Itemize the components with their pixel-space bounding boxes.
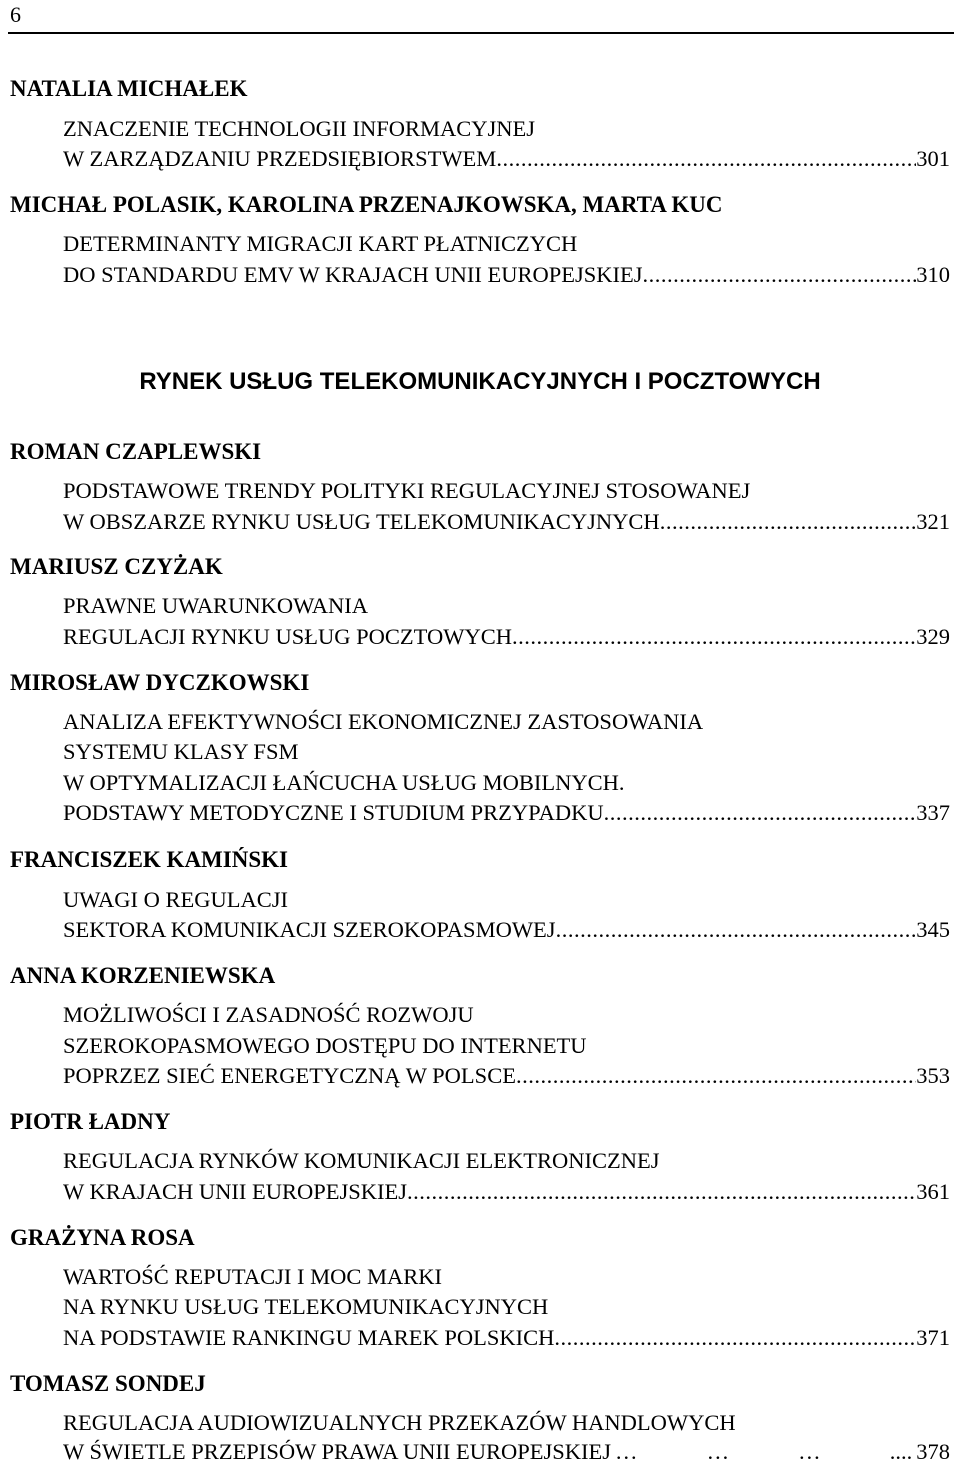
entry-page-number: 345 [916,917,950,942]
entry-page-number: 337 [916,800,950,825]
entry-title-line: W KRAJACH UNII EUROPEJSKIEJ [63,1179,407,1204]
entry-author: FRANCISZEK KAMIŃSKI [10,847,288,872]
leader-dots [643,260,917,290]
entry-page-number: 301 [916,146,950,171]
entry-title-last-line[interactable] [63,1177,950,1207]
leader-dots [516,1061,916,1091]
entry-page-number: 310 [916,262,950,287]
entry-page-number: 353 [916,1063,950,1088]
leader-dots [660,507,917,537]
leader-dots [554,1323,916,1353]
entry-author: ROMAN CZAPLEWSKI [10,439,262,464]
entry-title-line: REGULACJA AUDIOWIZUALNYCH PRZEKAZÓW HANDLOWYCH [63,1410,736,1435]
entry-page-number: 361 [916,1179,950,1204]
entry-title-last-line[interactable] [63,507,950,537]
entry-title-line: DO STANDARDU EMV W KRAJACH UNII EUROPEJSKIEJ [63,262,643,287]
entry-title-line: PODSTAWY METODYCZNE I STUDIUM PRZYPADKU [63,800,604,825]
entry-title-line: WARTOŚĆ REPUTACJI I MOC MARKI [63,1264,442,1289]
leader-dots [556,915,917,945]
entry-title-line: W OBSZARZE RYNKU USŁUG TELEKOMUNIKACYJNYCH [63,509,660,534]
entry-title-line: REGULACJI RYNKU USŁUG POCZTOWYCH [63,624,512,649]
entry-author: MARIUSZ CZYŻAK [10,554,223,579]
header-rule [8,32,954,34]
entry-title-last-line[interactable] [63,1061,950,1091]
page-number: 6 [10,2,21,27]
entry-author: MIROSŁAW DYCZKOWSKI [10,670,310,695]
entry-title-line: POPRZEZ SIEĆ ENERGETYCZNĄ W POLSCE [63,1063,516,1088]
entry-author: MICHAŁ POLASIK, KAROLINA PRZENAJKOWSKA, MARTA KUC [10,192,723,217]
entry-title-line: DETERMINANTY MIGRACJI KART PŁATNICZYCH [63,231,578,256]
entry-title-last-line[interactable] [63,622,950,652]
entry-title-line: NA RYNKU USŁUG TELEKOMUNIKACYJNYCH [63,1294,549,1319]
entry-title-line: PRAWNE UWARUNKOWANIA [63,593,369,618]
entry-title-last-line[interactable] [63,1323,950,1353]
entry-title-line: REGULACJA RYNKÓW KOMUNIKACJI ELEKTRONICZNEJ [63,1148,660,1173]
entry-title-line: NA PODSTAWIE RANKINGU MAREK POLSKICH [63,1325,555,1350]
entry-page-number: 329 [916,624,950,649]
entry-title-line: W ZARZĄDZANIU PRZEDSIĘBIORSTWEM [63,146,497,171]
entry-title-last-line[interactable] [63,915,950,945]
entry-author: TOMASZ SONDEJ [10,1371,206,1396]
leader-dots [512,622,916,652]
leader-dots [407,1177,916,1207]
entry-title-last-line[interactable] [63,260,950,290]
entry-page-number: 321 [916,509,950,534]
entry-page-number: 371 [916,1325,950,1350]
entry-title-line: MOŻLIWOŚCI I ZASADNOŚĆ ROZWOJU [63,1002,474,1027]
entry-title-line: W ŚWIETLE PRZEPISÓW PRAWA UNII EUROPEJSKIEJ [63,1439,611,1464]
leader-dots [604,798,917,828]
entry-author: NATALIA MICHAŁEK [10,76,248,101]
entry-title-line: SYSTEMU KLASY FSM [63,739,299,764]
entry-author: PIOTR ŁADNY [10,1109,171,1134]
part-title: RYNEK USŁUG TELEKOMUNIKACYJNYCH I POCZTOWYCH [139,368,821,395]
entry-author: GRAŻYNA ROSA [10,1225,195,1250]
entry-title-last-line[interactable] [63,1437,950,1467]
entry-title-line: ANALIZA EFEKTYWNOŚCI EKONOMICZNEJ ZASTOSOWANIA [63,709,704,734]
entry-title-last-line[interactable] [63,798,950,828]
entry-title-line: UWAGI O REGULACJI [63,887,288,912]
entry-title-line: SEKTORA KOMUNIKACJI SZEROKOPASMOWEJ [63,917,556,942]
entry-page-number: 378 [916,1439,950,1464]
leader-dots [496,144,916,174]
leader-dots: … … … .... [615,1439,913,1464]
entry-title-line: SZEROKOPASMOWEGO DOSTĘPU DO INTERNETU [63,1033,587,1058]
entry-title-line: W OPTYMALIZACJI ŁAŃCUCHA USŁUG MOBILNYCH. [63,770,625,795]
entry-title-line: PODSTAWOWE TRENDY POLITYKI REGULACYJNEJ STOSOWANEJ [63,478,751,503]
entry-title-line: ZNACZENIE TECHNOLOGII INFORMACYJNEJ [63,116,536,141]
entry-author: ANNA KORZENIEWSKA [10,963,276,988]
entry-title-last-line[interactable] [63,144,950,174]
